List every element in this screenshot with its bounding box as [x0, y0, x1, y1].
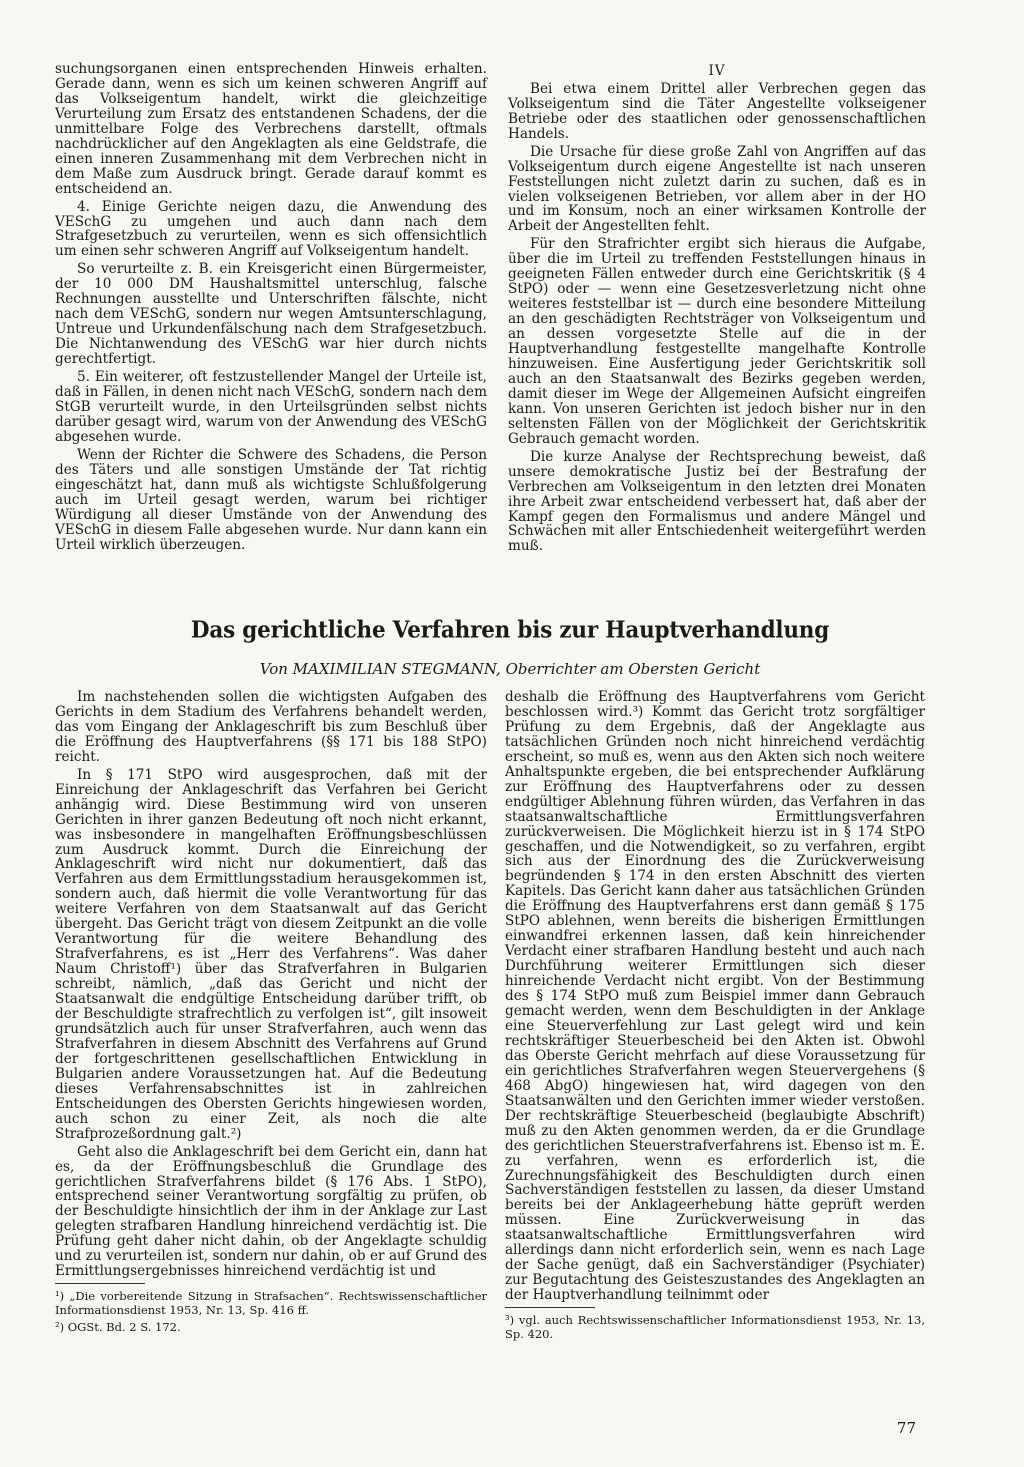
paragraph: suchungsorganen einen entsprechenden Hinweis erhalten. Gerade dann, wenn es sich um keinen schweren Angriff auf das Volkseigentum handelt, wirkt die gleichzeitige Verurteilung zum Ersatz des entstandenen Schadens, der die unmittelbare Folge des Verbrechens darstellt, oftmals nachdrücklicher auf den Angeklagten als eine Geldstrafe, die einen inneren Zusammenhang mit dem Verbrechen nicht in dem Maße zum Ausdruck bringt. Gerade darauf kommt es entscheidend an. — [55, 61, 487, 197]
paragraph: Wenn der Richter die Schwere des Schadens, die Person des Täters und alle sonstigen Umstände der Tat richtig eingeschätzt hat, dann muß als wichtigste Schlußfolgerung auch im Urteil gesagt werden, warum bei richtiger Würdigung all dieser Umstände von der Anwendung des VESchG in diesem Falle abgesehen wurde. Nur dann kann ein Urteil wirklich überzeugen. — [55, 446, 487, 553]
paragraph: Im nachstehenden sollen die wichtigsten Aufgaben des Gerichts in dem Stadium des Verfahrens behandelt werden, das vom Eingang der Anklageschrift bis zum Beschluß über die Eröffnung des Hauptverfahrens (§§ 171 bis 188 StPO) reicht. — [55, 689, 487, 765]
paragraph: Bei etwa einem Drittel aller Verbrechen gegen das Volkseigentum sind die Täter Angestellte volkseigener Betriebe oder des staatlichen oder genossenschaftlichen Handels. — [508, 80, 926, 142]
paragraph: In § 171 StPO wird ausgesprochen, daß mit der Einreichung der Anklageschrift das Verfahren bei Gericht anhängig wird. Diese Bestimmung wird von unseren Gerichten in ihrer ganzen Bedeutung oft noch nicht erkannt, was insbesondere in mangelhaften Eröffnungsbeschlüssen zum Ausdruck kommt. Durch die Einreichung der Anklageschrift wird nicht nur dokumentiert, daß das Verfahren aus dem Ermittlungsstadium herausgekommen ist, sondern auch, daß hiermit die volle Verantwortung für das weitere Verfahren von dem Staatsanwalt auf das Gericht übergeht. Das Gericht trägt von diesem Zeitpunkt an die volle Verantwortung für die weitere Behandlung des Strafverfahrens, es ist „Herr des Verfahrens“. Was daher Naum Christoff¹) über das Strafverfahren in Bulgarien schreibt, nämlich, „daß das Gericht und nicht der Staatsanwalt die endgültige Entscheidung darüber trifft, ob der Beschuldigte strafrechtlich zu verfolgen ist“, gilt insoweit grundsätzlich auch für unser Strafverfahren, auch wenn das Strafverfahren in diesem Abschnitt des Verfahrens auf Grund der fortgeschrittenen gesellschaftlichen Entwicklung in Bulgarien andere Voraussetzungen hat. Auf die Bedeutung dieses Verfahrensabschnittes ist in zahlreichen Entscheidungen des Obersten Gerichts hingewiesen worden, auch schon zu einer Zeit, als noch die alte Strafprozeßordnung galt.²) — [55, 766, 487, 1142]
article-title: Das gerichtliche Verfahren bis zur Hauptverhandlung — [190, 616, 830, 645]
paragraph: Geht also die Anklageschrift bei dem Gericht ein, dann hat es, da der Eröffnungsbeschluß die Grundlage des gerichtlichen Strafverfahrens bildet (§ 176 Abs. 1 StPO), entsprechend seiner Verantwortung sorgfältig zu prüfen, ob der Beschuldigte hinsichtlich der ihm in der Anklage zur Last gelegten strafbaren Handlung hinreichend verdächtig ist. Die Prüfung geht daher nicht dahin, ob der Angeklagte schuldig und zu verurteilen ist, sondern nur dahin, ob er auf Grund des Ermittlungsergebnisses hinreichend verdächtig ist und — [55, 1143, 487, 1280]
paragraph: 5. Ein weiterer, oft festzustellender Mangel der Urteile ist, daß in Fällen, in denen nicht nach VESchG, sondern nach dem StGB verurteilt wurde, in den Urteilsgründen selbst nichts darüber gesagt wird, warum von der Anwendung des VESchG abgesehen wurde. — [55, 369, 487, 445]
footnote: ¹) „Die vorbereitende Sitzung in Strafsachen“. Rechtswissenschaftlicher Informationsdienst 1953, Nr. 13, Sp. 416 ff. — [55, 1289, 487, 1317]
article-byline: Von MAXIMILIAN STEGMANN, Oberrichter am Obersten Gericht — [259, 660, 761, 678]
paragraph: Die kurze Analyse der Rechtsprechung beweist, daß unsere demokratische Justiz bei der Bestrafung der Verbrechen am Volkseigentum in den letzten drei Monaten ihre Arbeit zwar entscheidend verbessert hat, daß aber der Kampf gegen den Formalismus und andere Mängel und Schwächen mit aller Entschiedenheit weitergeführt werden muß. — [508, 448, 926, 555]
paragraph: deshalb die Eröffnung des Hauptverfahrens vom Gericht beschlossen wird.³) Kommt das Gericht trotz sorgfältiger Prüfung zu dem Ergebnis, daß der Angeklagte aus tatsächlichen Gründen noch nicht hinreichend verdächtig erscheint, so muß es, wenn aus den Akten sich noch weitere Anhaltspunkte ergeben, die bei entsprechender Aufklärung zur Eröffnung des Hauptverfahrens oder zu dessen endgültiger Ablehnung führen würden, das Verfahren in das staatsanwaltschaftliche Ermittlungsverfahren zurückverweisen. Die Möglichkeit hierzu ist in § 174 StPO geschaffen, und die Notwendigkeit, so zu verfahren, ergibt sich aus der Einordnung des die Zurückverweisung begründenden § 174 in den ersten Abschnitt des vierten Kapitels. Das Gericht kann daher aus tatsächlichen Gründen die Eröffnung des Hauptverfahrens erst dann gemäß § 175 StPO ablehnen, wenn bereits die bisherigen Ermittlungen einwandfrei erkennen lassen, daß kein hinreichender Verdacht einer strafbaren Handlung besteht und auch nach Durchführung weiterer Ermittlungen sich dieser hinreichende Verdacht nicht ergibt. Von der Bestimmung des § 174 StPO muß zum Beispiel immer dann Gebrauch gemacht werden, wenn dem Beschuldigten in der Anklage eine Steuerverfehlung zur Last gelegt wird und kein rechtskräftiger Steuerbescheid bei den Akten ist. Obwohl das Oberste Gericht mehrfach auf diese Voraussetzung für ein gerichtliches Strafverfahren wegen Steuervergehens (§ 468 AbgO) hingewiesen hat, wird dagegen von den Staatsanwälten und den Gerichten immer wieder verstoßen. Der rechtskräftige Steuerbescheid (beglaubigte Abschrift) muß zu den Akten genommen werden, da er die Grundlage des gerichtlichen Steuerstrafverfahrens ist. Ebenso ist m. E. zu verfahren, wenn es erforderlich ist, die Zurechnungsfähigkeit des Beschuldigten durch einen Sachverständigen feststellen zu lassen, da dieser Umstand bereits bei der Anklageerhebung hätte geprüft werden müssen. Eine Zurückverweisung in das staatsanwaltschaftliche Ermittlungsverfahren wird allerdings dann nicht erforderlich sein, wenn es nach Lage der Sache genügt, daß ein Sachverständiger (Psychiater) zur Begutachtung des Geisteszustandes des Angeklagten an der Hauptverhandlung teilnimmt oder — [505, 689, 925, 1304]
upper-left-column — [55, 62, 487, 556]
paragraph: 4. Einige Gerichte neigen dazu, die Anwendung des VESchG zu umgehen und auch dann nach dem Strafgesetzbuch zu verurteilen, wenn es sich offensichtlich um einen sehr schweren Angriff auf Volkseigentum handelt. — [55, 198, 487, 260]
footnote-divider — [505, 1307, 595, 1308]
paragraph: Die Ursache für diese große Zahl von Angriffen auf das Volkseigentum durch eigene Angestellte ist nach unseren Feststellungen nicht zuletzt darin zu suchen, daß es in vielen volkseigenen Betrieben, vor allem aber in der HO und im Konsum, noch an einer wirksamen Kontrolle der Arbeit der Angestellten fehlt. — [508, 143, 926, 235]
page-number: 77 — [896, 1419, 916, 1437]
upper-right-column — [508, 64, 926, 557]
footnote: ²) OGSt. Bd. 2 S. 172. — [55, 1319, 181, 1334]
paragraph: Für den Strafrichter ergibt sich hieraus die Aufgabe, über die im Urteil zu treffenden Feststellungen hinaus in geeigneten Fällen entweder durch eine Gerichtskritik (§ 4 StPO) oder — wenn eine Gesetzesverletzung nicht ohne weiteres feststellbar ist — durch eine besondere Mitteilung an den geschädigten Rechtsträger von Volkseigentum und an dessen vorgesetzte Stelle auf die in der Hauptverhandlung festgestellte mangelhafte Kontrolle hinzuweisen. Eine Ausfertigung jeder Gerichtskritik soll auch an den Staatsanwalt des Bezirks gegeben werden, damit dieser im Wege der Allgemeinen Aufsicht eingreifen kann. Von unseren Gerichten ist jedoch bisher nur in den seltensten Fällen von der Möglichkeit der Gerichtskritik Gebrauch gemacht worden. — [508, 236, 926, 447]
footnote: ³) vgl. auch Rechtswissenschaftlicher Informationsdienst 1953, Nr. 13, Sp. 420. — [505, 1313, 925, 1341]
section-heading: IV — [708, 63, 726, 79]
lower-right-column — [505, 690, 925, 1345]
paragraph: So verurteilte z. B. ein Kreisgericht einen Bürgermeister, der 10 000 DM Haushaltsmittel unterschlug, falsche Rechnungen ausstellte und Unterschriften fälschte, nicht nach dem VESchG, sondern nur wegen Amtsunterschlagung, Untreue und Urkundenfälschung nach dem Strafgesetzbuch. Die Nichtanwendung des VESchG war hier durch nichts gerechtfertigt. — [55, 261, 487, 368]
footnote-divider — [55, 1283, 145, 1284]
lower-left-column — [55, 690, 487, 1338]
